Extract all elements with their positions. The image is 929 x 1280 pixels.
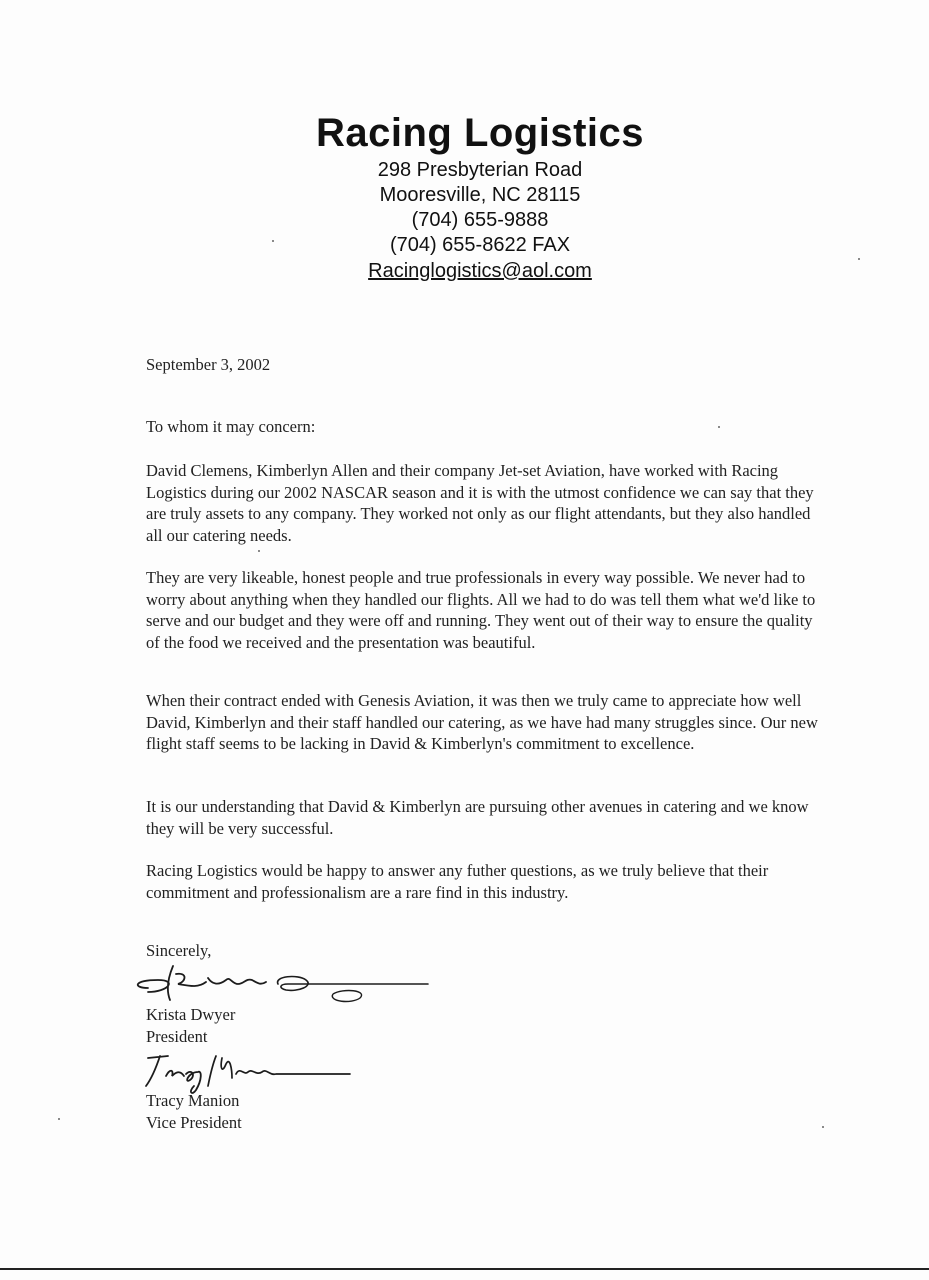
email-address: Racinglogistics@aol.com: [368, 260, 592, 282]
salutation: To whom it may concern:: [146, 417, 316, 436]
scan-speck: [58, 1118, 60, 1120]
signer-2-name: Tracy Manion: [146, 1091, 240, 1110]
bottom-rule: [0, 1268, 929, 1270]
signer-2: [146, 1090, 826, 1133]
letterhead: [200, 108, 760, 284]
letter-date: September 3, 2002: [146, 355, 271, 374]
fax-number: (704) 655-8622 FAX: [389, 234, 571, 256]
address-line-1: 298 Presbyterian Road: [377, 159, 583, 181]
paragraph-4: It is our understanding that David & Kimberlyn are pursuing other avenues in catering and we know they will be very successful.: [146, 797, 809, 838]
closing: Sincerely,: [146, 941, 212, 960]
company-name: Racing Logistics: [315, 111, 645, 155]
paragraph-1: David Clemens, Kimberlyn Allen and their company Jet-set Aviation, have worked with Racing Logistics during our 2002 NASCAR season and it is with the utmost confidence we can say that they are truly assets to any company. They worked not only as our flight attendants, but they also handled all our catering needs.: [146, 461, 814, 545]
scan-speck: [822, 1126, 824, 1128]
signature-tracy-manion: [140, 1046, 360, 1096]
scan-speck: [272, 240, 274, 242]
signer-2-title: Vice President: [146, 1112, 242, 1132]
paragraph-3: When their contract ended with Genesis Aviation, it was then we truly came to appreciate how well David, Kimberlyn and their staff handled our catering, as we have had many struggles since. Our new flight staff seems to be lacking in David & Kimberlyn's commitment to excellence.: [146, 691, 818, 753]
address-line-2: Mooresville, NC 28115: [379, 184, 581, 206]
signer-1: [146, 1004, 826, 1047]
scan-speck: [718, 426, 720, 428]
phone-number: (704) 655-9888: [411, 209, 549, 231]
paragraph-5: Racing Logistics would be happy to answer any futher questions, as we truly believe that their commitment and professionalism are a rare find in this industry.: [146, 861, 769, 902]
signature-krista-dwyer: [128, 958, 438, 1008]
scan-speck: [858, 258, 860, 260]
scan-speck: [258, 550, 260, 552]
signer-1-title: President: [146, 1026, 208, 1046]
signer-1-name: Krista Dwyer: [146, 1005, 236, 1024]
paragraph-2: They are very likeable, honest people and true professionals in every way possible. We never had to worry about anything when they handled our flights. All we had to do was tell them what we'd like to serve and our budget and they were off and running. They went out of their way to ensure the quality of the food we received and the presentation was beautiful.: [146, 568, 816, 652]
